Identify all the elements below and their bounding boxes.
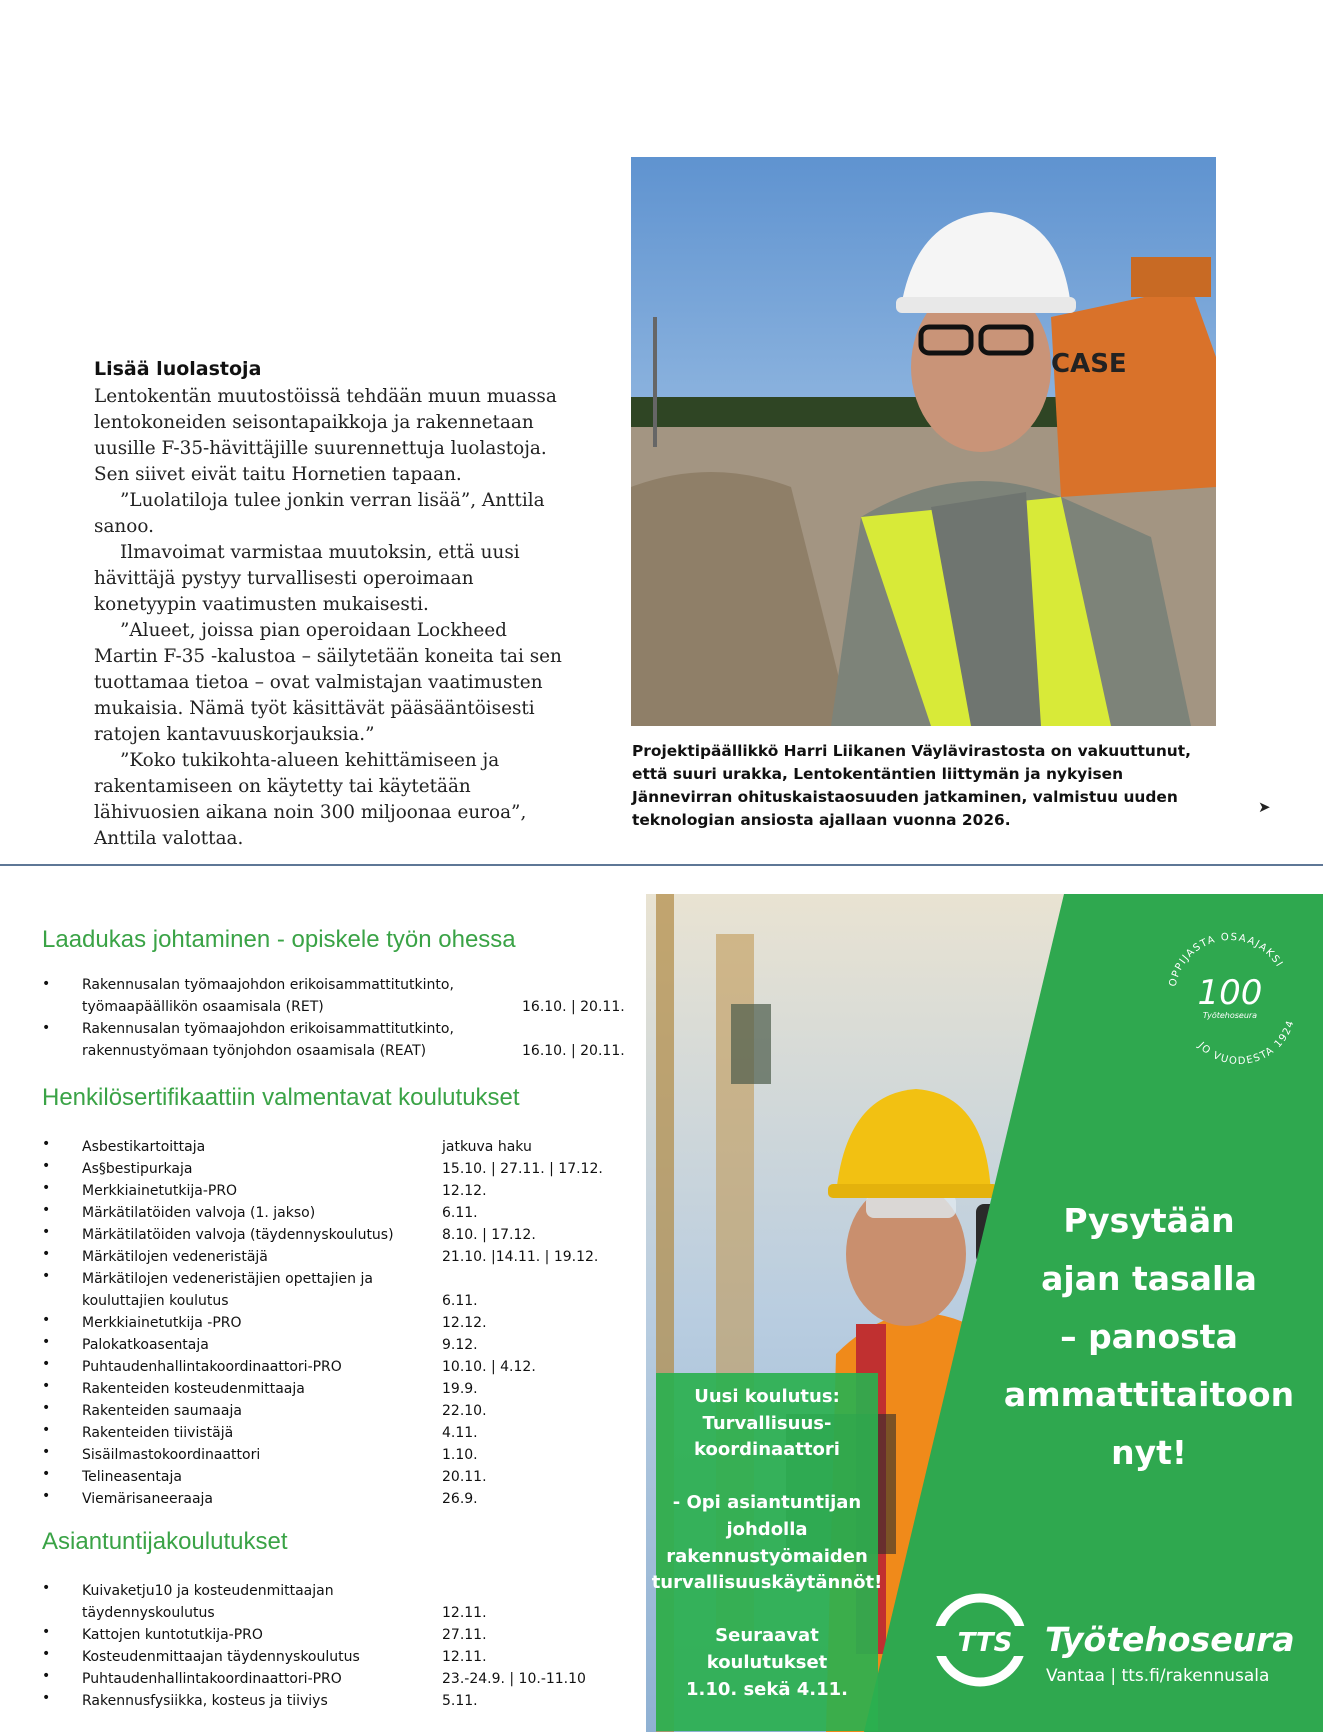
new-course-text — [648, 1384, 886, 1703]
bullet: • — [42, 1422, 51, 1438]
course-name: Rakenteiden saumaaja — [82, 1403, 242, 1419]
tts-tagline: Vantaa | tts.fi/rakennusala — [1046, 1666, 1270, 1686]
course-name: Rakenteiden tiivistäjä — [82, 1425, 234, 1441]
course-name: Puhtaudenhallintakoordinaattori-PRO — [82, 1359, 342, 1375]
course-name-line2: täydennyskoulutus — [82, 1605, 215, 1621]
bullet: • — [42, 1224, 51, 1240]
bullet: • — [42, 1488, 51, 1504]
course-list-management — [42, 976, 642, 1066]
bullet: • — [42, 1580, 51, 1596]
course-date: 8.10. | 17.12. — [442, 1227, 536, 1243]
slogan-line: Pysytään — [1063, 1201, 1235, 1240]
new-course-line: 1.10. sekä 4.11. — [685, 1678, 849, 1700]
course-name: Sisäilmastokoordinaattori — [82, 1447, 261, 1463]
bullet: • — [42, 1334, 51, 1350]
course-date: 20.11. — [442, 1469, 487, 1485]
course-date: 6.11. — [442, 1205, 478, 1221]
course-name: Märkätilatöiden valvoja (1. jakso) — [82, 1205, 316, 1221]
course-name: Märkätilojen vedeneristäjä — [82, 1249, 268, 1265]
bullet: • — [42, 1356, 51, 1372]
ad-slogan — [990, 1192, 1308, 1482]
article-paragraph: Lentokentän muutostöissä tehdään muun muassa lentokoneiden seisontapaikkoja ja rakennetaan uusille F-35-hävittäjille suurennettuja luolastoja. Sen siivet eivät taitu Hornetien tapaan. — [94, 386, 557, 485]
new-course-line: koulutukset — [706, 1651, 828, 1673]
article-body — [94, 384, 564, 852]
next-page-arrow-icon: ➤ — [1258, 798, 1271, 816]
course-name: Telineasentaja — [82, 1469, 182, 1485]
bullet: • — [42, 1624, 51, 1640]
article-paragraph: ”Koko tukikohta-alueen kehittämiseen ja rakentamiseen on käytetty tai käytetään lähivuosien aikana noin 300 miljoonaa euroa”, Anttila valottaa. — [94, 750, 527, 849]
course-heading-management: Laadukas johtaminen - opiskele työn ohessa — [42, 926, 516, 953]
course-date: 16.10. | 20.11. — [522, 1043, 625, 1059]
course-name: Rakennusalan työmaajohdon erikoisammattitutkinto, — [82, 1021, 454, 1037]
course-date: 12.12. — [442, 1315, 487, 1331]
course-name: Märkätilojen vedeneristäjien opettajien ja — [82, 1271, 373, 1287]
bullet: • — [42, 1668, 51, 1684]
svg-text:JO VUODESTA 1924 — [1195, 1018, 1297, 1067]
article-paragraph: Ilmavoimat varmistaa muutoksin, että uusi hävittäjä pystyy turvallisesti operoimaan konetyypin vaatimusten mukaisesti. — [94, 542, 520, 615]
bullet: • — [42, 1202, 51, 1218]
badge-number: 100 — [1197, 973, 1263, 1013]
course-name: Kattojen kuntotutkija-PRO — [82, 1627, 263, 1643]
new-course-line: turvallisuuskäytännöt! — [651, 1572, 883, 1594]
tts-wordmark: Työtehoseura — [1045, 1620, 1295, 1659]
bullet: • — [42, 976, 51, 992]
course-name: Puhtaudenhallintakoordinaattori-PRO — [82, 1671, 342, 1687]
new-course-line: johdolla — [726, 1518, 808, 1540]
bullet: • — [42, 1158, 51, 1174]
course-list-expert — [42, 1580, 642, 1720]
new-course-line — [648, 1464, 886, 1491]
course-date: 23.-24.9. | 10.-11.10 — [442, 1671, 586, 1687]
course-name: Rakennusalan työmaajohdon erikoisammattitutkinto, — [82, 977, 454, 993]
course-name: Märkätilatöiden valvoja (täydennyskoulutus) — [82, 1227, 394, 1243]
bullet: • — [42, 1246, 51, 1262]
course-name: Kosteudenmittaajan täydennyskoulutus — [82, 1649, 360, 1665]
course-date: 27.11. — [442, 1627, 487, 1643]
bullet: • — [42, 1400, 51, 1416]
course-date: 6.11. — [442, 1293, 478, 1309]
bullet: • — [42, 1136, 51, 1152]
tts-logo-icon — [930, 1590, 1040, 1690]
new-course-line: Uusi koulutus: — [694, 1386, 840, 1407]
course-date: 4.11. — [442, 1425, 478, 1441]
course-date: 5.11. — [442, 1693, 478, 1709]
article-paragraph: ”Alueet, joissa pian operoidaan Lockheed Martin F-35 -kalustoa – säilytetään koneita tai sen tuottamaa tietoa – ovat valmistajan vaatimusten mukaisia. Nämä työt käsittävät pääsääntöisesti ratojen kantavuuskorjauksia.” — [94, 620, 562, 745]
course-list-certification — [42, 1136, 642, 1516]
slogan-line: ajan tasalla — [1041, 1259, 1257, 1298]
course-name-line2: työmaapäällikön osaamisala (RET) — [82, 999, 324, 1015]
badge-top-text: OPPIJASTA OSAAJAKSI — [1167, 931, 1285, 988]
svg-text:CASE: CASE — [1051, 349, 1127, 379]
bullet: • — [42, 1646, 51, 1662]
badge-brand: Työtehoseura — [1202, 1011, 1258, 1020]
course-date: 12.12. — [442, 1183, 487, 1199]
badge-bottom-text: JO VUODESTA 1924 — [1195, 1018, 1297, 1068]
course-name-line2: kouluttajien koulutus — [82, 1293, 229, 1309]
course-name: Rakennusfysiikka, kosteus ja tiiviys — [82, 1693, 328, 1709]
course-name-line2: rakennustyömaan työnjohdon osaamisala (REAT) — [82, 1043, 427, 1059]
course-date: 12.11. — [442, 1649, 487, 1665]
slogan-line: – panosta — [1060, 1317, 1238, 1356]
centenary-badge-icon — [1155, 920, 1305, 1070]
new-course-line: rakennustyömaiden — [666, 1545, 868, 1567]
course-name: As§bestipurkaja — [82, 1161, 193, 1177]
course-name: Palokatkoasentaja — [82, 1337, 209, 1353]
new-course-line — [648, 1597, 886, 1624]
course-date: 21.10. |14.11. | 19.12. — [442, 1249, 599, 1265]
course-date: 26.9. — [442, 1491, 478, 1507]
bullet: • — [42, 1466, 51, 1482]
slogan-line: nyt! — [1111, 1433, 1187, 1472]
course-date: 9.12. — [442, 1337, 478, 1353]
course-heading-expert: Asiantuntijakoulutukset — [42, 1528, 288, 1555]
new-course-line: Seuraavat — [715, 1625, 819, 1647]
tts-mark: TTS — [957, 1628, 1013, 1658]
course-name: Asbestikartoittaja — [82, 1139, 206, 1155]
course-date: 19.9. — [442, 1381, 478, 1397]
course-date: 10.10. | 4.12. — [442, 1359, 536, 1375]
course-date: 12.11. — [442, 1605, 487, 1621]
article-subheading: Lisää luolastoja — [94, 358, 262, 380]
course-name: Rakenteiden kosteudenmittaaja — [82, 1381, 305, 1397]
article-paragraph: ”Luolatiloja tulee jonkin verran lisää”, Anttila sanoo. — [94, 490, 545, 537]
article-photo — [631, 157, 1216, 726]
slogan-line: ammattitaitoon — [1003, 1375, 1295, 1414]
course-date: 22.10. — [442, 1403, 487, 1419]
course-name: Merkkiainetutkija -PRO — [82, 1315, 242, 1331]
photo-caption: Projektipäällikkö Harri Liikanen Väylävirastosta on vakuuttunut, että suuri urakka, Lentokentäntien liittymän ja nykyisen Jännevirran ohituskaistaosuuden jatkaminen, valmistuu uuden teknologian ansiosta ajallaan vuonna 2026. — [632, 742, 1191, 829]
section-divider — [0, 864, 1323, 866]
bullet: • — [42, 1312, 51, 1328]
bullet: • — [42, 1268, 51, 1284]
bullet: • — [42, 1020, 51, 1036]
bullet: • — [42, 1444, 51, 1460]
course-date: 1.10. — [442, 1447, 478, 1463]
bullet: • — [42, 1180, 51, 1196]
course-name: Merkkiainetutkija-PRO — [82, 1183, 238, 1199]
course-name: Kuivaketju10 ja kosteudenmittaajan — [82, 1583, 334, 1599]
bullet: • — [42, 1690, 51, 1706]
course-name: Viemärisaneeraaja — [82, 1491, 213, 1507]
course-date: jatkuva haku — [442, 1139, 532, 1155]
course-date: 16.10. | 20.11. — [522, 999, 625, 1015]
new-course-line: koordinaattori — [694, 1439, 840, 1461]
course-date: 15.10. | 27.11. | 17.12. — [442, 1161, 603, 1177]
bullet: • — [42, 1378, 51, 1394]
new-course-line: Turvallisuus- — [702, 1412, 832, 1434]
new-course-line: - Opi asiantuntijan — [672, 1492, 862, 1514]
course-heading-certification: Henkilösertifikaattiin valmentavat koulutukset — [42, 1084, 520, 1111]
